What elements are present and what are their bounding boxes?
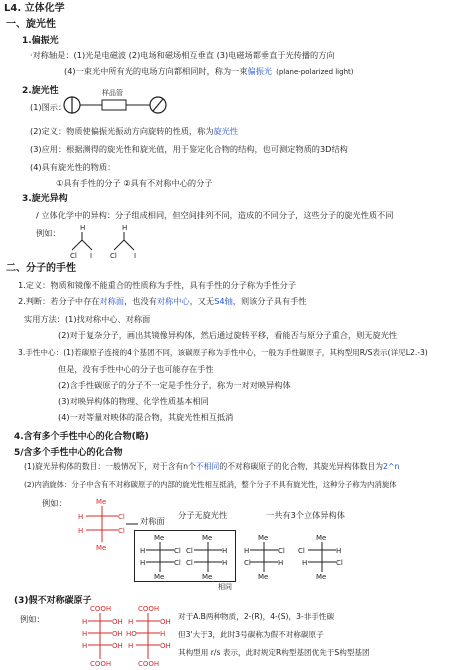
s3-sub-title: 5/含多个手性中心的化合物 bbox=[14, 448, 123, 458]
svg-text:H: H bbox=[336, 547, 342, 555]
mirror-arrow bbox=[126, 520, 140, 528]
svg-text:OH: OH bbox=[160, 642, 171, 650]
svg-text:Cl: Cl bbox=[298, 547, 305, 555]
s2-line4: (2)对于复杂分子，画出其镜像异构体，然后通过旋转平移，看能否与原分子重合，则无旋光性 bbox=[58, 330, 398, 340]
sub-2-line-c: (4)具有旋光性的物质： bbox=[30, 162, 116, 172]
meso-fischer-projection bbox=[78, 496, 128, 552]
s3-line1 bbox=[24, 462, 399, 472]
svg-text:H: H bbox=[244, 547, 250, 555]
s3-line1c: 的不对称碳原子的化合物，其旋光异构体数目为 bbox=[219, 462, 384, 471]
count-note: 一共有3个立体异构体 bbox=[266, 510, 345, 520]
pseudo-line3: 其构型用 r/s 表示，此时规定R构型基团优先于S构型基团 bbox=[178, 648, 370, 657]
s2-line2c: ，也没有 bbox=[124, 296, 157, 306]
svg-text:H: H bbox=[128, 618, 134, 626]
svg-text:OH: OH bbox=[112, 630, 123, 638]
svg-text:H: H bbox=[278, 559, 284, 567]
s3-example: 例如： bbox=[42, 498, 67, 508]
s2-line2 bbox=[18, 296, 307, 306]
sub-1-title: 1.偏振光 bbox=[22, 36, 59, 46]
s3-line1a: (1)旋光异构体的数目：一般情况下，对于含有n个 bbox=[24, 462, 196, 471]
svg-text:Cl: Cl bbox=[244, 559, 251, 567]
sub-1-line2c: (plane-polarized light) bbox=[276, 68, 354, 76]
s2-line2e: ，又无 bbox=[189, 296, 215, 306]
svg-text:Cl: Cl bbox=[278, 547, 285, 555]
s2-line2f: S4轴 bbox=[214, 296, 233, 306]
sub-2-line-d: ①具有手性的分子 ②具有不对称中心的分子 bbox=[56, 178, 213, 188]
enantiomer-i-left: I bbox=[90, 252, 93, 260]
enantiomer-sketch bbox=[70, 222, 150, 262]
svg-text:H: H bbox=[128, 642, 134, 650]
sub-3-line1: / 立体化学中的异构：分子组成相同，但空间排列不同，造成的不同分子，这些分子的旋光性质不同 bbox=[36, 210, 394, 220]
svg-text:H: H bbox=[140, 547, 146, 555]
enantiomer-i-right: I bbox=[134, 252, 137, 260]
meso-bottom-me: Me bbox=[96, 544, 107, 552]
svg-text:Me: Me bbox=[316, 573, 327, 581]
s3-example2: 例如： bbox=[20, 614, 45, 624]
sub-2-line-a1: (2)定义：物质使偏振光振动方向旋转的性质，称为 bbox=[30, 126, 214, 136]
page-title: L4. 立体化学 bbox=[4, 3, 65, 14]
svg-text:Cl: Cl bbox=[186, 547, 193, 555]
svg-text:OH: OH bbox=[112, 618, 123, 626]
svg-text:Cl: Cl bbox=[336, 559, 343, 567]
sub-1-line2b: 偏振光 bbox=[247, 66, 273, 76]
svg-text:H: H bbox=[140, 559, 146, 567]
svg-text:H: H bbox=[160, 630, 166, 638]
s2-line3: 实用方法：(1)找对称中心、对称面 bbox=[24, 314, 151, 324]
s3-title: 4.含有多个手性中心的化合物(略) bbox=[14, 432, 149, 442]
tube-label: 样品管 bbox=[102, 89, 123, 97]
mirror-label: 对称面 bbox=[140, 516, 165, 526]
svg-text:Me: Me bbox=[258, 534, 269, 542]
svg-text:COOH: COOH bbox=[90, 660, 112, 668]
svg-text:COOH: COOH bbox=[138, 660, 160, 668]
enantiomer-cl-left: Cl bbox=[70, 252, 77, 260]
s2-line6: 但是，没有手性中心的分子也可能存在手性 bbox=[58, 364, 214, 374]
s2-line2d: 对称中心 bbox=[156, 296, 190, 306]
meso-cl1: Cl bbox=[118, 513, 125, 521]
svg-text:H: H bbox=[82, 618, 88, 626]
sub-3-example: 例如： bbox=[36, 228, 61, 238]
s2-line7: (2)含手性碳原子的分子不一定是手性分子，称为一对对映异构体 bbox=[58, 380, 291, 390]
meso-h1: H bbox=[78, 513, 84, 521]
s3-line3: (3)假不对称碳原子 bbox=[14, 596, 92, 606]
enantiomer-cl-right: Cl bbox=[110, 252, 117, 260]
pseudo-line2: 但3'大于3，此时3号碳称为假不对称碳原子 bbox=[178, 630, 324, 639]
svg-text:H: H bbox=[82, 642, 88, 650]
svg-text:Me: Me bbox=[316, 534, 327, 542]
sub-2-line-a2: 旋光性 bbox=[213, 126, 239, 136]
svg-text:OH: OH bbox=[160, 618, 171, 626]
sub-3-title: 3.旋光异构 bbox=[22, 194, 68, 204]
s3-line1d: 2^n bbox=[383, 462, 400, 471]
svg-text:Me: Me bbox=[154, 573, 165, 581]
meso-cl2: Cl bbox=[118, 527, 125, 535]
svg-text:HO: HO bbox=[126, 630, 137, 638]
s2-line2b: 对称面 bbox=[99, 296, 125, 306]
sub-1-line2a: (4)一束光中所有光的电场方向都相同时，称为一束 bbox=[64, 66, 248, 76]
enantiomer-h-right: H bbox=[122, 224, 128, 232]
boxed-fischer-pair bbox=[140, 532, 230, 580]
svg-text:Me: Me bbox=[202, 573, 213, 581]
s2-line2g: ，则该分子具有手性 bbox=[232, 296, 307, 306]
same-label: 相同 bbox=[218, 583, 232, 591]
s2-line8: (3)对映异构体的物理、化学性质基本相同 bbox=[58, 396, 209, 406]
svg-text:Cl: Cl bbox=[186, 559, 193, 567]
sub-2-line-a bbox=[30, 126, 238, 136]
fig-label: (1)图示： bbox=[30, 102, 67, 112]
svg-text:Me: Me bbox=[154, 534, 165, 542]
svg-text:Me: Me bbox=[202, 534, 213, 542]
svg-text:H: H bbox=[222, 547, 228, 555]
svg-text:Me: Me bbox=[258, 573, 269, 581]
sub-2-title: 2.旋光性 bbox=[22, 86, 59, 96]
svg-text:Cl: Cl bbox=[174, 559, 181, 567]
svg-text:OH: OH bbox=[112, 642, 123, 650]
svg-text:COOH: COOH bbox=[90, 605, 112, 613]
sub-1-line1: ·对称轴是：(1)光是电磁波 (2)电场和磁场相互垂直 (3)电磁场都垂直于光传播的方向 bbox=[30, 50, 335, 60]
section-1-title: 一、旋光性 bbox=[6, 19, 56, 30]
svg-text:Cl: Cl bbox=[174, 547, 181, 555]
meso-h2: H bbox=[78, 527, 84, 535]
svg-text:COOH: COOH bbox=[138, 605, 160, 613]
mol-note: 分子无旋光性 bbox=[178, 510, 228, 520]
sub-2-line-b: (3)应用：根据测得的旋光性和旋光值，用于鉴定化合物的结构，也可测定物质的3D结构 bbox=[30, 144, 348, 154]
svg-text:H: H bbox=[302, 559, 308, 567]
s2-line1: 1.定义：物质和镜像不能重合的性质称为手性，具有手性的分子称为手性分子 bbox=[18, 280, 297, 290]
enantiomer-fischer-pair bbox=[244, 532, 354, 580]
svg-text:H: H bbox=[222, 559, 228, 567]
meso-top-me: Me bbox=[96, 498, 107, 506]
s2-line5: 3.手性中心：(1)若碳原子连接的4个基团不同，该碳原子称为手性中心，一般为手性碳原子，其构型用R/S表示(详见L2.-3) bbox=[18, 348, 428, 357]
s3-line1b: 不相同 bbox=[195, 462, 220, 471]
sub-1-line2 bbox=[64, 66, 353, 77]
pseudo-line1: 对于A.B两种物质，2-(R)，4-(S)，3-非手性碳 bbox=[178, 612, 335, 621]
s2-line2a: 2.判断：若分子中存在 bbox=[18, 296, 100, 306]
section-2-title: 二、分子的手性 bbox=[6, 263, 76, 274]
svg-text:H: H bbox=[82, 630, 88, 638]
enantiomer-h-left: H bbox=[80, 224, 86, 232]
s3-line2: (2)内消旋体：分子中含有不对称碳原子的内部的旋光性相互抵消，整个分子不具有旋光性，这种分子称为内消旋体 bbox=[24, 480, 397, 489]
s2-line9: (4)一对等量对映体的混合物，其旋光性相互抵消 bbox=[58, 412, 234, 422]
pseudo-asymmetric-fischer bbox=[82, 604, 172, 668]
